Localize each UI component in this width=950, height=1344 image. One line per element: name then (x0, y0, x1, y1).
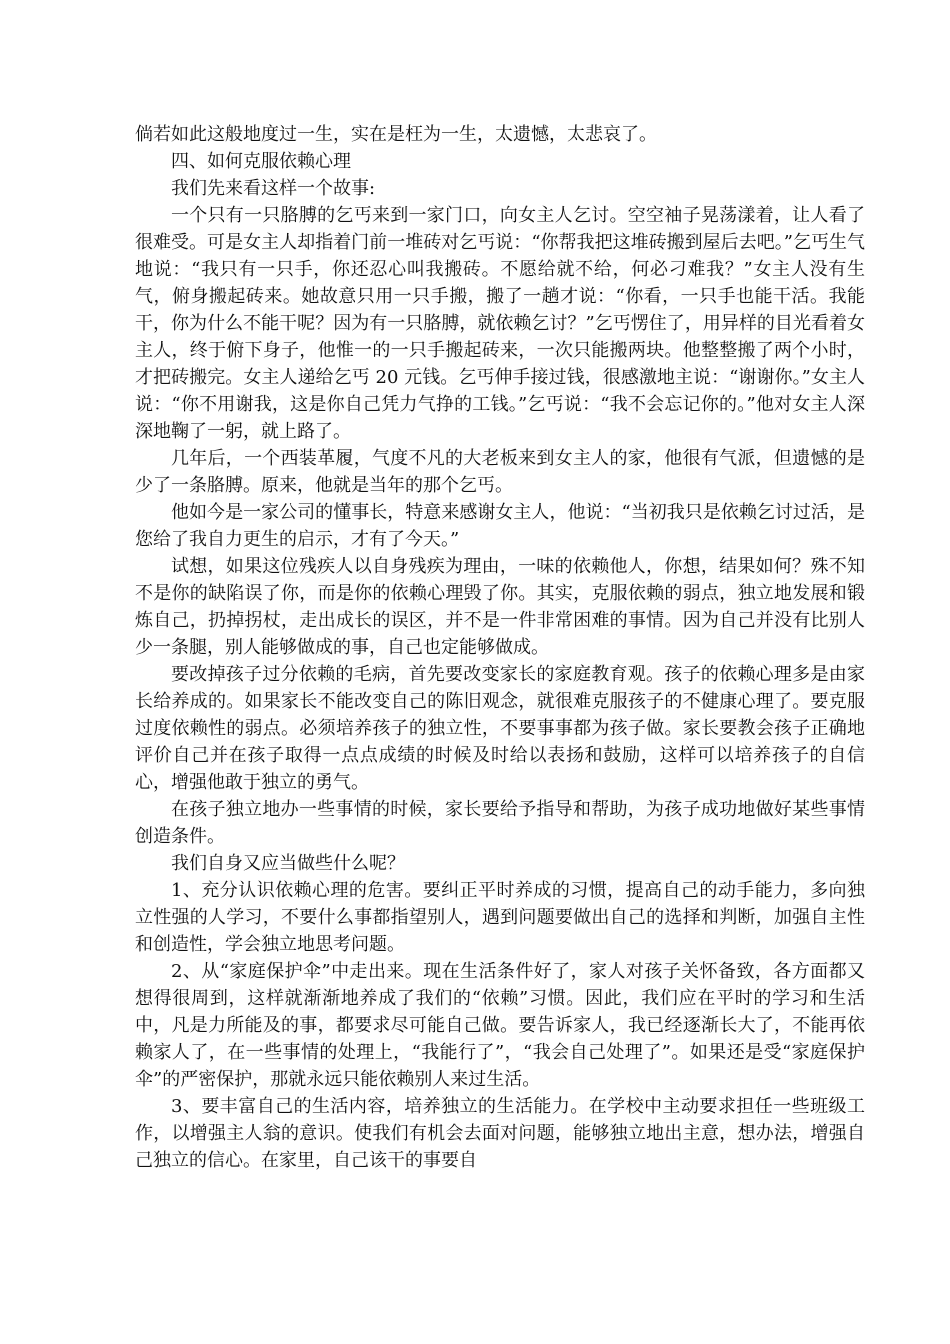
list-item: 3、要丰富自己的生活内容，培养独立的生活能力。在学校中主动要求担任一些班级工作，以增强主人翁的意识。使我们有机会去面对问题，能够独立地出主意，想办法，增强自己独立的信心。在家里，自己该干的事要自 (135, 1096, 865, 1171)
paragraph: 我们自身又应当做些什么呢？ (171, 853, 405, 874)
list-item: 2、从“家庭保护伞”中走出来。现在生活条件好了，家人对孩子关怀备致，各方面都又想得很周到，这样就渐渐地养成了我们的“依赖”习惯。因此，我们应在平时的学习和生活中，凡是力所能及的事，都要求尽可能自己做。要告诉家人，我已经逐渐长大了，不能再依赖家人了，在一些事情的处理上，“我能行了”，“我会自己处理了”。如果还是受“家庭保护伞”的严密保护，那就永远只能依赖别人来过生活。 (135, 961, 865, 1090)
paragraph: 试想，如果这位残疾人以自身残疾为理由，一味的依赖他人，你想，结果如何？殊不知不是你的缺陷误了你，而是你的依赖心理毁了你。其实，克服依赖的弱点，独立地发展和锻炼自己，扔掉拐杖，走出成长的误区，并不是一件非常困难的事情。因为自己并没有比别人少一条腿，别人能够做成的事，自己也定能够做成。 (135, 556, 865, 658)
paragraph-continuation: 倘若如此这般地度过一生，实在是枉为一生，太遗憾，太悲哀了。 (135, 124, 657, 145)
paragraph: 几年后，一个西装革履，气度不凡的大老板来到女主人的家，他很有气派，但遗憾的是少了一条胳膊。原来，他就是当年的那个乞丐。 (135, 448, 865, 496)
document-page (135, 121, 865, 1174)
paragraph: 我们先来看这样一个故事: (171, 178, 376, 199)
paragraph: 他如今是一家公司的懂事长，特意来感谢女主人，他说：“当初我只是依赖乞讨过活，是您给了我自力更生的启示，才有了今天。” (135, 502, 865, 550)
paragraph: 要改掉孩子过分依赖的毛病，首先要改变家长的家庭教育观。孩子的依赖心理多是由家长给养成的。如果家长不能改变自己的陈旧观念，就很难克服孩子的不健康心理了。要克服过度依赖性的弱点。必须培养孩子的独立性，不要事事都为孩子做。家长要教会孩子正确地评价自己并在孩子取得一点点成绩的时候及时给以表扬和鼓励，这样可以培养孩子的自信心，增强他敢于独立的勇气。 (135, 664, 865, 793)
paragraph: 在孩子独立地办一些事情的时候，家长要给予指导和帮助，为孩子成功地做好某些事情创造条件。 (135, 799, 865, 847)
section-heading: 四、如何克服依赖心理 (171, 151, 351, 172)
list-item: 1、充分认识依赖心理的危害。要纠正平时养成的习惯，提高自己的动手能力，多向独立性强的人学习，不要什么事都指望别人，遇到问题要做出自己的选择和判断，加强自主性和创造性，学会独立地思考问题。 (135, 880, 865, 955)
paragraph: 一个只有一只胳膊的乞丐来到一家门口，向女主人乞讨。空空袖子晃荡漾着，让人看了很难受。可是女主人却指着门前一堆砖对乞丐说：“你帮我把这堆砖搬到屋后去吧。”乞丐生气地说：“我只有一只手，你还忍心叫我搬砖。不愿给就不给，何必刁难我？”女主人没有生气，俯身搬起砖来。她故意只用一只手搬，搬了一趟才说：“你看，一只手也能干活。我能干，你为什么不能干呢？因为有一只胳膊，就依赖乞讨？”乞丐愣住了，用异样的目光看着女主人，终于俯下身子，他惟一的一只手搬起砖来，一次只能搬两块。他整整搬了两个小时，才把砖搬完。女主人递给乞丐 20 元钱。乞丐伸手接过钱，很感激地主说：“谢谢你。”女主人说：“你不用谢我，这是你自己凭力气挣的工钱。”乞丐说：“我不会忘记你的。”他对女主人深深地鞠了一躬，就上路了。 (135, 205, 865, 442)
